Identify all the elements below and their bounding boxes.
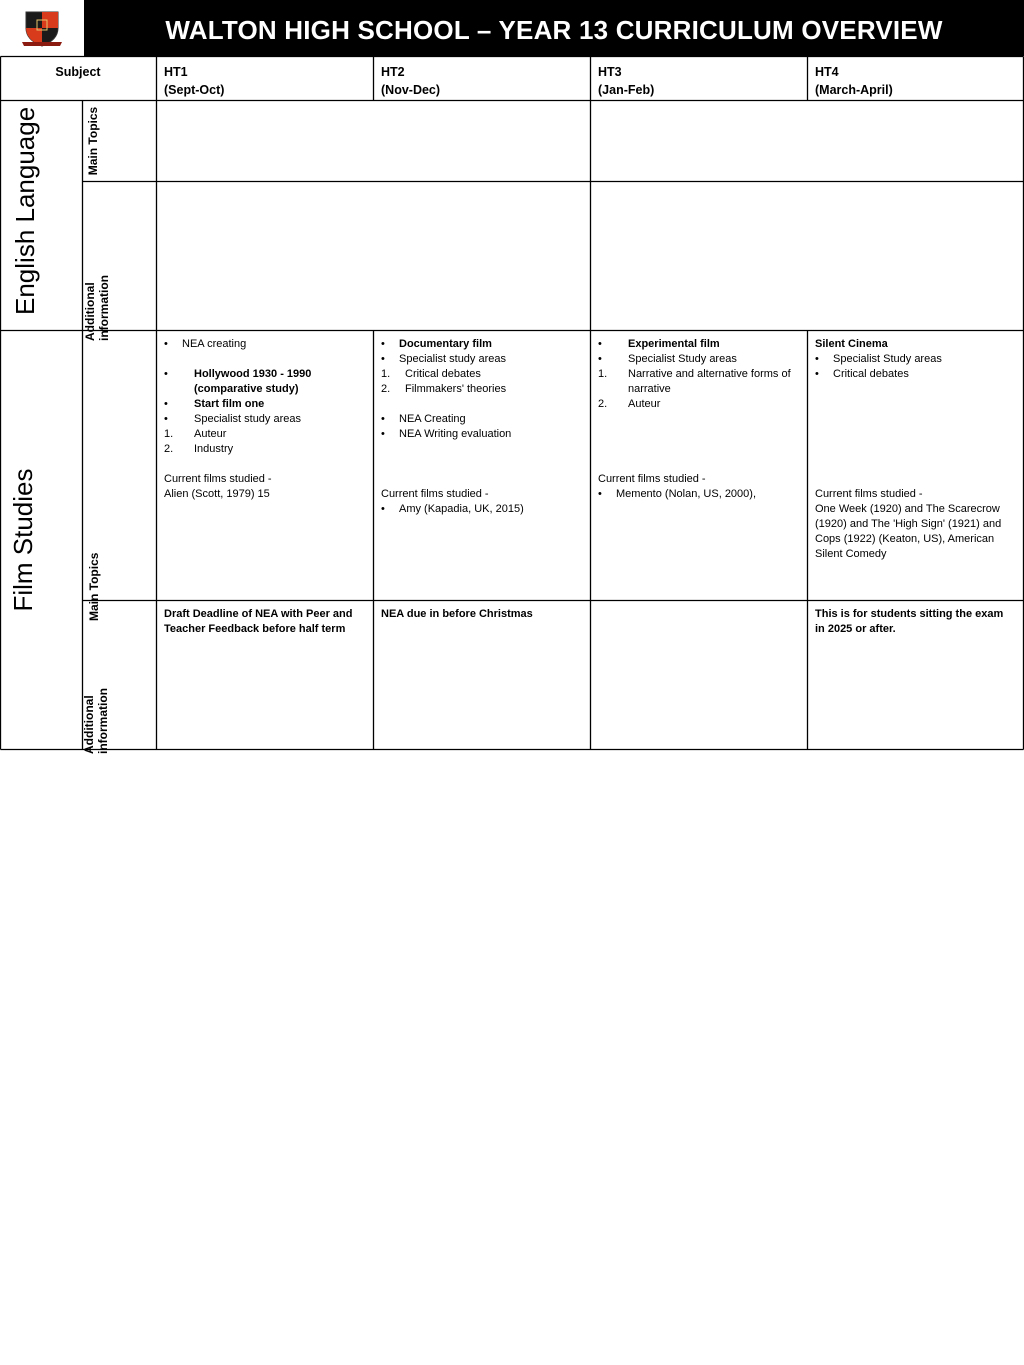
bullet-marker: •: [164, 398, 168, 410]
list-item: [598, 487, 800, 502]
bullet-marker: •: [381, 503, 385, 515]
list-item-text: Auteur: [194, 428, 227, 440]
list-item: [164, 442, 366, 457]
ht1-dates: (Sept-Oct): [164, 83, 225, 97]
subject-header-label: Subject: [55, 65, 101, 79]
list-item-text: Industry: [194, 443, 234, 455]
ht2-dates: (Nov-Dec): [381, 83, 441, 97]
film-ht2-additional-info: NEA due in before Christmas: [381, 608, 533, 620]
bullet-marker: •: [598, 353, 602, 365]
bullet-marker: •: [381, 353, 385, 365]
list-item-text: Documentary film: [399, 338, 492, 350]
list-item-text: NEA Creating: [399, 413, 466, 425]
bullet-marker: •: [164, 368, 168, 380]
number-marker: 2.: [381, 383, 391, 395]
list-item: [598, 367, 800, 397]
ht4-name: HT4: [815, 65, 839, 79]
bullet-marker: •: [164, 413, 168, 425]
list-item: [164, 367, 366, 397]
list-item-text: Experimental film: [628, 338, 720, 350]
number-marker: 1.: [381, 368, 391, 380]
film-ht3-additional-info: [591, 601, 807, 749]
list-item: [815, 352, 1016, 367]
bullet-marker: •: [381, 428, 385, 440]
number-marker: 1.: [164, 428, 174, 440]
films-studied-label: Current films studied -: [164, 473, 272, 485]
film-ht4-main-topics: [808, 331, 1023, 600]
film-title: Amy (Kapadia, UK, 2015): [399, 503, 524, 515]
list-item-text: Specialist Study areas: [833, 353, 942, 365]
list-item: [164, 412, 366, 427]
list-item: [164, 397, 366, 412]
list-item: [381, 502, 583, 517]
bullet-marker: •: [815, 368, 819, 380]
list-item-text: Filmmakers' theories: [405, 383, 507, 395]
list-item-text: NEA creating: [182, 338, 247, 350]
column-header-ht1: [157, 57, 373, 100]
list-item: [164, 427, 366, 442]
list-item-text: Auteur: [628, 398, 661, 410]
list-item-text: NEA Writing evaluation: [399, 428, 512, 440]
list-item: [815, 367, 1016, 382]
list-item-text: Specialist study areas: [194, 413, 301, 425]
list-item: [381, 382, 583, 397]
ht3-dates: (Jan-Feb): [598, 83, 655, 97]
list-item: [381, 412, 583, 427]
list-item-text: Critical debates: [833, 368, 909, 380]
bullet-marker: •: [815, 353, 819, 365]
bullet-marker: •: [381, 413, 385, 425]
number-marker: 2.: [598, 398, 608, 410]
ht4-dates: (March-April): [815, 83, 893, 97]
column-header-ht3: [591, 57, 807, 100]
film-ht4-additional-info: This is for students sitting the exam in 2025 or after.: [815, 608, 1004, 635]
film-main-topics-label: Main Topics: [87, 552, 101, 621]
number-marker: 1.: [598, 368, 608, 380]
ht2-name: HT2: [381, 65, 405, 79]
films-studied-label: Current films studied -: [381, 488, 489, 500]
subject-english-language: English Language: [10, 106, 40, 315]
list-item: [381, 337, 583, 352]
list-item: [381, 367, 583, 382]
list-item: [598, 397, 800, 412]
list-item: [381, 427, 583, 442]
film-title: Alien (Scott, 1979) 15: [164, 488, 270, 500]
bullet-marker: •: [164, 338, 168, 350]
list-item: [598, 352, 800, 367]
film-title: One Week (1920) and The Scarecrow (1920) and The 'High Sign' (1921) and Cops (1922) (Keaton, US), American Silent Comedy: [815, 503, 1002, 560]
column-header-ht2: [374, 57, 590, 100]
film-ht3-main-topics: [591, 331, 807, 600]
number-marker: 2.: [164, 443, 174, 455]
subject-film-studies: Film Studies: [8, 468, 38, 612]
topic-heading: Silent Cinema: [815, 338, 888, 350]
film-ht2-main-topics: [374, 331, 590, 600]
films-studied-label: Current films studied -: [598, 473, 706, 485]
list-item: [381, 352, 583, 367]
bullet-marker: •: [598, 338, 602, 350]
bullet-marker: •: [381, 338, 385, 350]
list-item-text: Hollywood 1930 - 1990 (comparative study): [194, 368, 312, 395]
list-item-text: Specialist Study areas: [628, 353, 737, 365]
list-item-text: Critical debates: [405, 368, 481, 380]
films-studied-label: Current films studied -: [815, 488, 923, 500]
film-additional-info-label: Additional information: [82, 688, 110, 754]
ht3-name: HT3: [598, 65, 622, 79]
list-item: [598, 337, 800, 352]
list-item-text: Specialist study areas: [399, 353, 506, 365]
page-title: WALTON HIGH SCHOOL – YEAR 13 CURRICULUM OVERVIEW: [165, 15, 943, 45]
column-header-ht4: [808, 57, 1023, 100]
column-header-subject: [0, 57, 156, 100]
list-item-text: Start film one: [194, 398, 265, 410]
list-item: [164, 337, 366, 352]
english-main-topics-label: Main Topics: [86, 106, 100, 176]
english-additional-info-label: Additional information: [83, 275, 111, 341]
film-ht1-additional-info: Draft Deadline of NEA with Peer and Teacher Feedback before half term: [164, 608, 353, 635]
film-title: Memento (Nolan, US, 2000),: [616, 488, 757, 500]
ht1-name: HT1: [164, 65, 188, 79]
film-ht1-main-topics: [157, 331, 373, 600]
list-item-text: Narrative and alternative forms of narrative: [628, 368, 791, 395]
bullet-marker: •: [598, 488, 602, 500]
